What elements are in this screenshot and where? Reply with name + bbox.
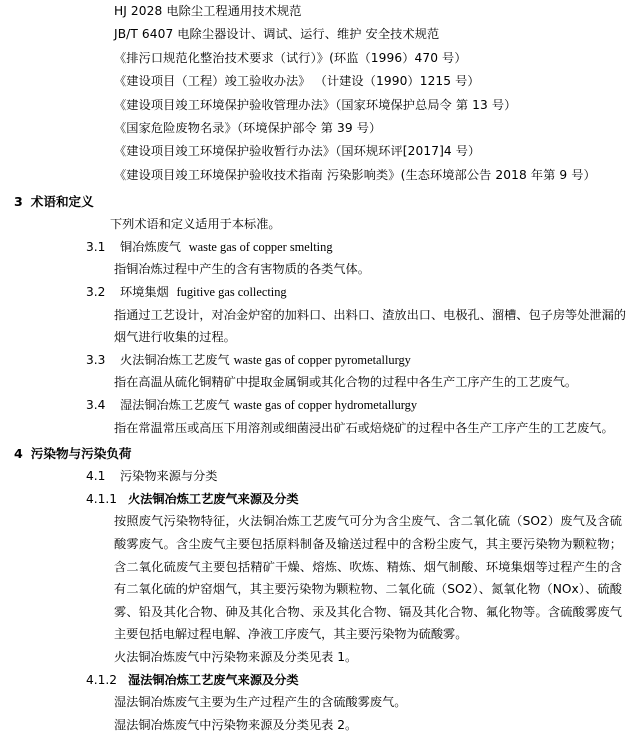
term-name-cn: 环境集烟 bbox=[120, 285, 169, 300]
reference-item: JB/T 6407 电除尘器设计、调试、运行、维护 安全技术规范 bbox=[114, 27, 440, 42]
term-name-cn: 火法铜冶炼工艺废气 bbox=[120, 352, 230, 367]
subsection-number: 4.1 bbox=[86, 469, 106, 484]
section-heading-3 bbox=[0, 191, 640, 213]
paragraph-4-1-1-a: 按照废气污染物特征，火法铜冶炼工艺废气可分为含尘废气、含二氧化硫（SO2）废气及含硫酸雾废气。含尘废气主要包括原料制备及输送过程中的含粉尘废气，其主要污染物为颗粒物；含二氧化硫废气主要包括精矿干燥、熔炼、吹炼、精炼、烟气制酸、环境集烟等过程产生的含有二氧化硫的炉窑烟气，其主要污染物为颗粒物、二氧化硫（SO2）、氮氧化物（NOx）、硫酸雾、铅及其化合物、砷及其化合物、汞及其化合物、镉及其化合物、氟化物等。含硫酸雾废气主要包括电解过程电解、净液工序废气，其主要污染物为硫酸雾。 bbox=[114, 514, 622, 642]
subsection-heading-4-1-2 bbox=[0, 669, 640, 692]
section3-intro: 下列术语和定义适用于本标准。 bbox=[110, 217, 281, 232]
term-name-en: waste gas of copper smelting bbox=[188, 239, 333, 254]
paragraph-4-1-2-b: 湿法铜冶炼废气中污染物来源及分类见表 2。 bbox=[114, 717, 358, 732]
term-name-en: fugitive gas collecting bbox=[176, 285, 287, 300]
paragraph-4-1-2-a: 湿法铜冶炼废气主要为生产过程产生的含硫酸雾废气。 bbox=[114, 695, 407, 710]
term-number: 3.1 bbox=[86, 239, 106, 254]
term-heading-3-2 bbox=[0, 281, 640, 304]
term-name-en: waste gas of copper pyrometallurgy bbox=[233, 352, 411, 367]
reference-item: 《建设项目竣工环境保护验收暂行办法》（国环规环评[2017]4 号） bbox=[114, 144, 481, 159]
section-heading-4 bbox=[0, 443, 640, 465]
term-name-en: waste gas of copper hydrometallurgy bbox=[233, 398, 418, 412]
subsection-title: 污染物来源与分类 bbox=[120, 469, 218, 484]
subsection-heading-4-1 bbox=[0, 465, 640, 488]
section-title: 术语和定义 bbox=[30, 194, 94, 210]
section-number: 3 bbox=[14, 194, 23, 210]
subsection-heading-4-1-1 bbox=[0, 488, 640, 511]
term-definition-3-3: 指在高温从硫化铜精矿中提取金属铜或其化合物的过程中各生产工序产生的工艺废气。 bbox=[114, 375, 578, 390]
reference-item: 《国家危险废物名录》（环境保护部令 第 39 号） bbox=[114, 121, 382, 136]
term-definition-3-4: 指在常温常压或高压下用溶剂或细菌浸出矿石或焙烧矿的过程中各生产工序产生的工艺废气。 bbox=[114, 420, 614, 435]
term-definition-3-2: 指通过工艺设计，对冶金炉窑的加料口、出料口、渣放出口、电极孔、溜槽、包子房等处泄漏的烟气进行收集的过程。 bbox=[114, 307, 626, 345]
subsection-title: 湿法铜冶炼工艺废气来源及分类 bbox=[128, 672, 299, 687]
reference-item: 《建设项目竣工环境保护验收技术指南 污染影响类》(生态环境部公告 2018 年第 9 号） bbox=[114, 167, 596, 182]
term-number: 3.4 bbox=[86, 398, 106, 412]
subsection-title: 火法铜冶炼工艺废气来源及分类 bbox=[128, 491, 299, 506]
term-name-cn: 湿法铜冶炼工艺废气 bbox=[120, 398, 230, 412]
reference-item: 《建设项目竣工环境保护验收管理办法》（国家环境保护总局令 第 13 号） bbox=[114, 97, 517, 112]
term-number: 3.2 bbox=[86, 285, 106, 300]
reference-item: 《建设项目（工程）竣工验收办法》 （计建设（1990）1215 号） bbox=[114, 74, 480, 89]
term-heading-3-4 bbox=[0, 394, 640, 417]
reference-list bbox=[0, 0, 640, 187]
term-heading-3-3 bbox=[0, 349, 640, 372]
term-definition-3-1: 指铜冶炼过程中产生的含有害物质的各类气体。 bbox=[114, 262, 370, 277]
subsection-number: 4.1.1 bbox=[86, 491, 118, 506]
term-heading-3-1 bbox=[0, 236, 640, 259]
term-name-cn: 铜冶炼废气 bbox=[120, 239, 181, 254]
term-number: 3.3 bbox=[86, 352, 106, 367]
section-number: 4 bbox=[14, 446, 23, 462]
section-title: 污染物与污染负荷 bbox=[30, 446, 132, 462]
reference-item: HJ 2028 电除尘工程通用技术规范 bbox=[114, 4, 302, 18]
reference-item: 《排污口规范化整治技术要求（试行）》(环监（1996）470 号） bbox=[114, 50, 467, 65]
subsection-number: 4.1.2 bbox=[86, 672, 118, 687]
paragraph-4-1-1-b: 火法铜冶炼废气中污染物来源及分类见表 1。 bbox=[114, 649, 358, 664]
